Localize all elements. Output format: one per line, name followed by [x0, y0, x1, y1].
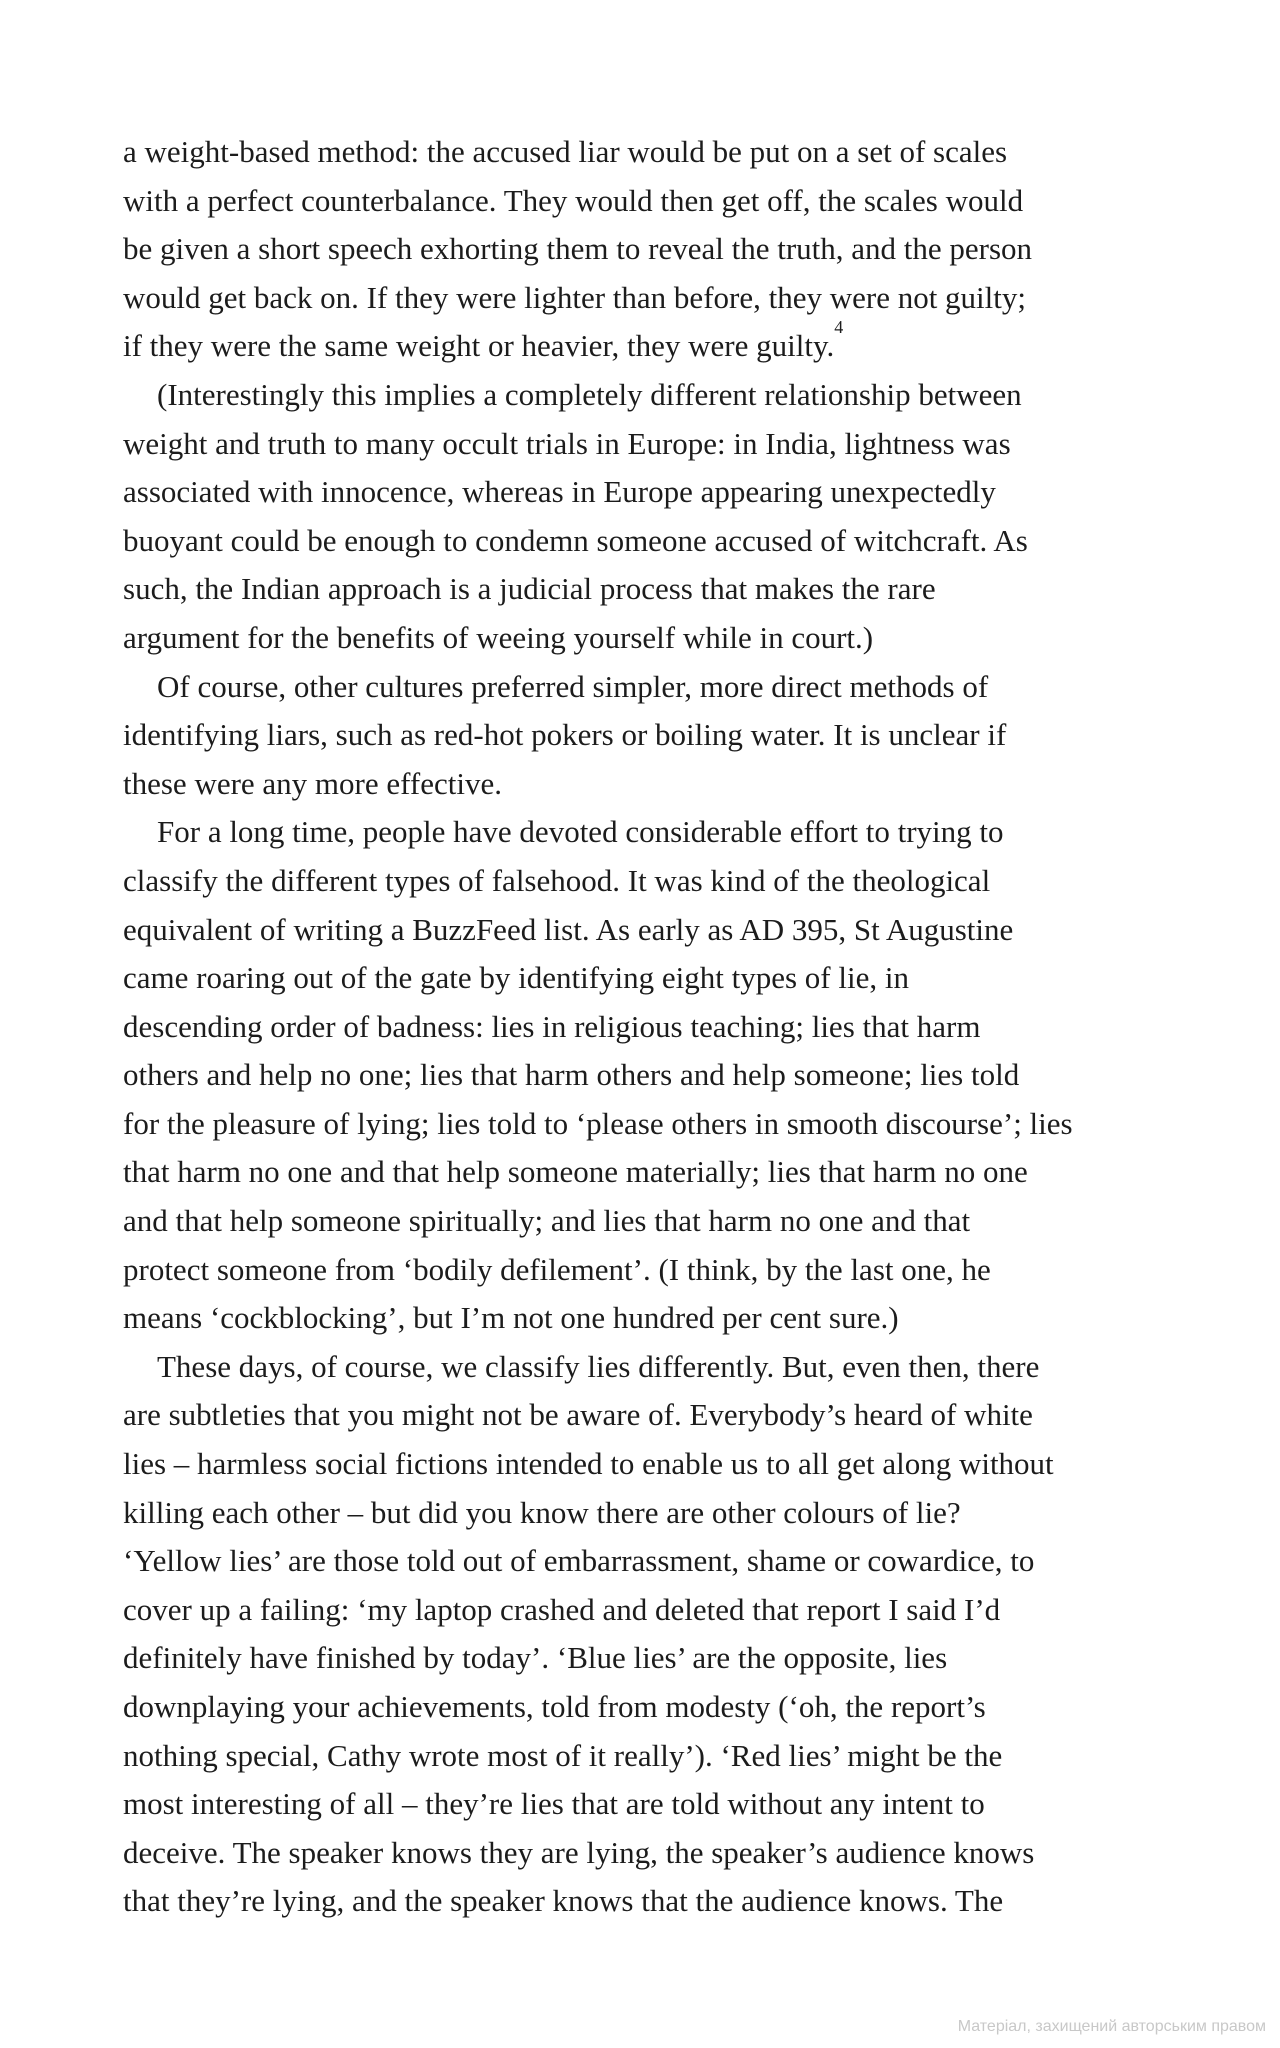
text-line: [123, 1586, 1183, 1635]
text-line: [123, 1877, 1183, 1926]
text-line-content: nothing special, Cathy wrote most of it really’). ‘Red lies’ might be the: [123, 1737, 1003, 1773]
text-line-content: descending order of badness: lies in religious teaching; lies that harm: [123, 1008, 981, 1044]
text-line-content: (Interestingly this implies a completely different relationship between: [157, 376, 1022, 412]
text-line: [123, 711, 1183, 760]
text-line: [123, 1343, 1183, 1392]
body-text: [123, 128, 1183, 1926]
text-line-content: buoyant could be enough to condemn someone accused of witchcraft. As: [123, 522, 1028, 558]
text-line: [123, 1391, 1183, 1440]
text-line-content: cover up a failing: ‘my laptop crashed and deleted that report I said I’d: [123, 1591, 1001, 1627]
footnote-marker[interactable]: 4: [834, 317, 844, 338]
text-line: [123, 1537, 1183, 1586]
text-line: [123, 1634, 1183, 1683]
text-line: [123, 1829, 1183, 1878]
text-line-content: For a long time, people have devoted considerable effort to trying to: [157, 814, 1004, 850]
text-line: [123, 128, 1183, 177]
text-line: [123, 1294, 1183, 1343]
text-line: [123, 1780, 1183, 1829]
text-line: [123, 1051, 1183, 1100]
text-line-content: most interesting of all – they’re lies that are told without any intent to: [123, 1786, 985, 1822]
text-line: [123, 468, 1183, 517]
text-line-content: killing each other – but did you know there are other colours of lie?: [123, 1494, 961, 1530]
text-line: [123, 1100, 1183, 1149]
text-line-content: for the pleasure of lying; lies told to ‘please others in smooth discourse’; lies: [123, 1105, 1073, 1141]
text-line-content: with a perfect counterbalance. They would then get off, the scales would: [123, 182, 1024, 218]
text-line: [123, 663, 1183, 712]
text-line-content: ‘Yellow lies’ are those told out of embarrassment, shame or cowardice, to: [123, 1543, 1035, 1579]
text-line: [123, 565, 1183, 614]
text-line-content: would get back on. If they were lighter than before, they were not guilty;: [123, 279, 1027, 315]
text-line-content: such, the Indian approach is a judicial process that makes the rare: [123, 571, 936, 607]
text-line: [123, 1246, 1183, 1295]
text-line: [123, 1197, 1183, 1246]
text-line: [123, 857, 1183, 906]
text-line: [123, 177, 1183, 226]
text-line: [123, 420, 1183, 469]
text-line-content: that harm no one and that help someone materially; lies that harm no one: [123, 1154, 1028, 1190]
text-line: [123, 1732, 1183, 1781]
text-line: [123, 760, 1183, 809]
text-line: [123, 225, 1183, 274]
text-line-content: these were any more effective.: [123, 765, 502, 801]
text-line-content: means ‘cockblocking’, but I’m not one hundred per cent sure.): [123, 1300, 899, 1336]
text-line: [123, 808, 1183, 857]
text-line: [123, 517, 1183, 566]
text-line-content: argument for the benefits of weeing yourself while in court.): [123, 619, 874, 655]
text-line-content: a weight-based method: the accused liar would be put on a set of scales: [123, 134, 1008, 169]
text-line-content: that they’re lying, and the speaker knows that the audience knows. The: [123, 1883, 1004, 1919]
text-line: [123, 1683, 1183, 1732]
text-line-content: associated with innocence, whereas in Europe appearing unexpectedly: [123, 474, 996, 510]
text-line-content: classify the different types of falsehood. It was kind of the theological: [123, 862, 991, 898]
text-line: [123, 1489, 1183, 1538]
copyright-watermark: Матеріал, захищений авторським правом: [957, 2018, 1266, 2035]
text-line-content: definitely have finished by today’. ‘Blue lies’ are the opposite, lies: [123, 1640, 948, 1676]
text-line-content: equivalent of writing a BuzzFeed list. As early as AD 395, St Augustine: [123, 911, 1014, 947]
text-line-content: identifying liars, such as red-hot pokers or boiling water. It is unclear if: [123, 717, 1007, 753]
text-line-content: Of course, other cultures preferred simpler, more direct methods of: [157, 668, 989, 704]
text-line: [123, 614, 1183, 663]
text-line-content: others and help no one; lies that harm others and help someone; lies told: [123, 1057, 1020, 1093]
text-line: [123, 1440, 1183, 1489]
text-line-content: came roaring out of the gate by identifying eight types of lie, in: [123, 960, 909, 996]
text-line-content: downplaying your achievements, told from modesty (‘oh, the report’s: [123, 1689, 986, 1724]
text-line-content: lies – harmless social fictions intended to enable us to all get along without: [123, 1446, 1054, 1482]
text-line: [123, 1003, 1183, 1052]
text-line: [123, 906, 1183, 955]
text-line: [123, 317, 1183, 371]
text-line-content: and that help someone spiritually; and lies that harm no one and that: [123, 1203, 971, 1239]
text-line-content: are subtleties that you might not be aware of. Everybody’s heard of white: [123, 1397, 1033, 1433]
text-line: [123, 371, 1183, 420]
text-line-content: be given a short speech exhorting them to reveal the truth, and the person: [123, 231, 1033, 267]
text-line-content: protect someone from ‘bodily defilement’. (I think, by the last one, he: [123, 1251, 991, 1287]
text-line-content: if they were the same weight or heavier, they were guilty.: [123, 328, 835, 364]
text-line-content: deceive. The speaker knows they are lying, the speaker’s audience knows: [123, 1834, 1035, 1870]
text-line: [123, 274, 1183, 323]
text-line-content: These days, of course, we classify lies differently. But, even then, there: [157, 1348, 1040, 1384]
text-line: [123, 1148, 1183, 1197]
text-line: [123, 954, 1183, 1003]
text-line-content: weight and truth to many occult trials in Europe: in India, lightness was: [123, 425, 1011, 461]
